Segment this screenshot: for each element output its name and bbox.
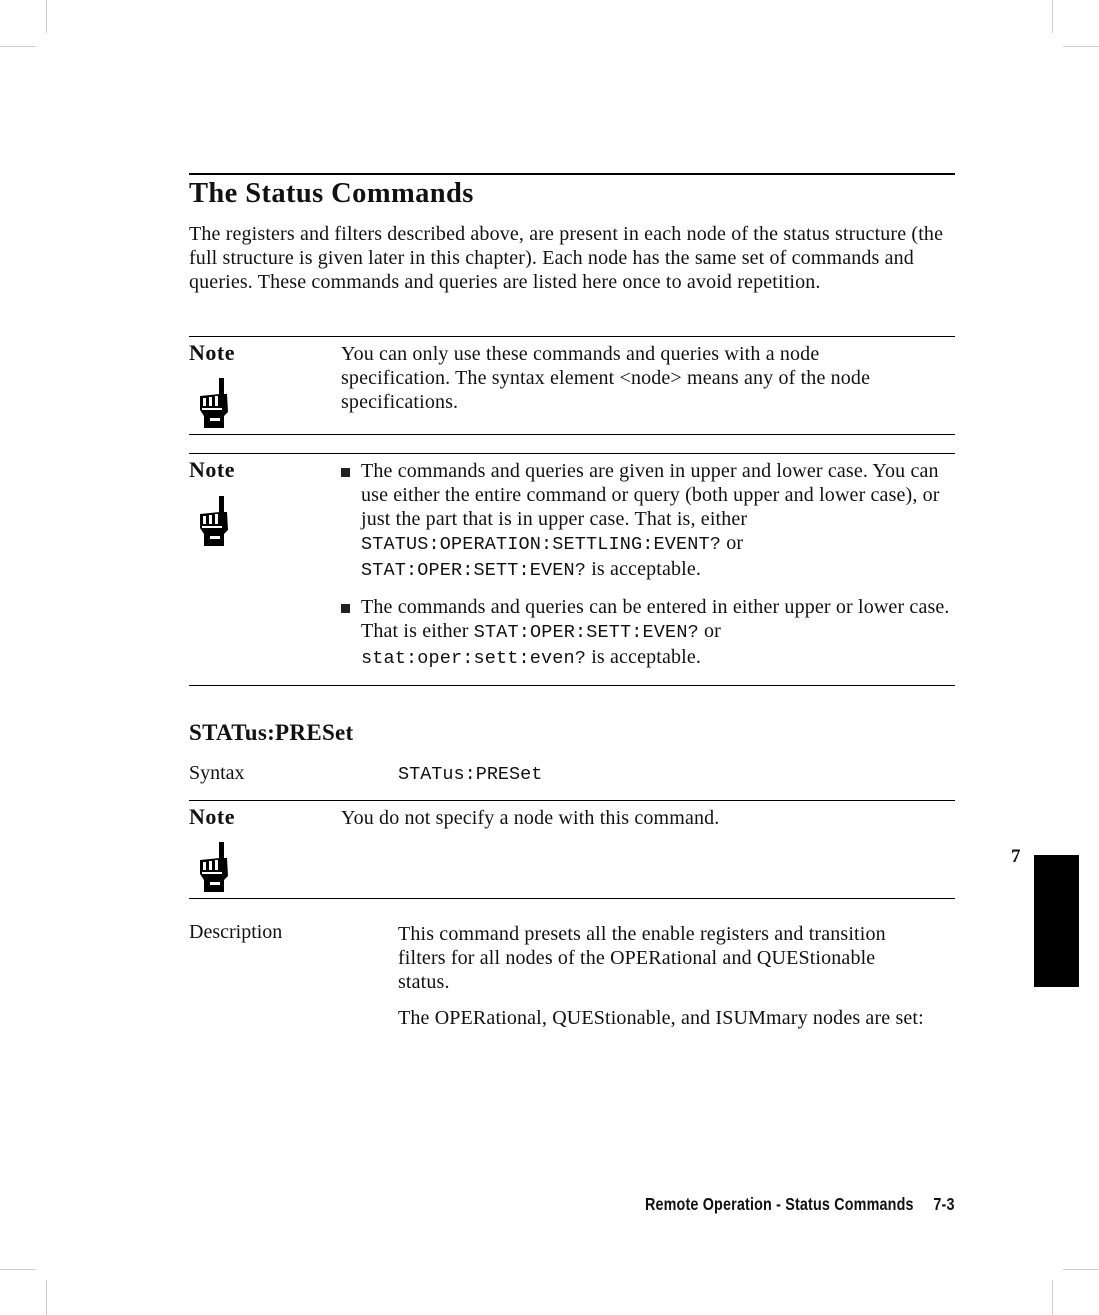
pointing-hand-icon [196,494,232,546]
syntax-value: STATus:PRESet [398,764,543,785]
note-label: Note [189,804,235,829]
code-example: STAT:OPER:SETT:EVEN? [473,622,699,643]
code-example: STAT:OPER:SETT:EVEN? [361,560,587,581]
page-footer [645,1194,955,1215]
intro-paragraph: The registers and filters described above, are present in each node of the status structure (the full structure is given later in this chapter). Each node has the same set of commands and queries. These commands and queries are listed here once to avoid repetition. [189,223,944,293]
chapter-tab-number: 7 [1011,846,1021,867]
description-paragraph: This command presets all the enable registers and transition filters for all nodes of the OPERational and QUEStionable status. [398,923,886,993]
code-example: STATUS:OPERATION:SETTLING:EVENT? [361,534,722,555]
crop-mark [0,46,36,47]
section-rule [189,173,955,175]
note-bottom-rule [189,434,955,435]
section-title: The Status Commands [189,178,474,209]
bullet-text: is acceptable. [586,558,702,580]
bullet-text: The commands and queries can be entered in either upper or lower case. That is either [361,596,950,642]
list-item [341,459,951,583]
crop-mark [1052,0,1053,33]
description-label: Description [189,921,283,943]
note-bullet-list [341,459,951,671]
bullet-square-icon [341,468,350,477]
code-example: stat:oper:sett:even? [361,648,587,669]
crop-mark [46,0,47,33]
bullet-text: The commands and queries are given in upper and lower case. You can use either the entire command or query (both upper and lower case), or just the part that is in upper case. That is, either [361,460,940,530]
pointing-hand-icon [196,376,232,428]
note-top-rule [189,453,955,454]
crop-mark [1052,1280,1053,1315]
page-number: 7-3 [933,1194,955,1214]
note-top-rule [189,336,955,337]
note-text: You can only use these commands and queries with a node specification. The syntax element <node> means any of the node specifications. [341,343,871,413]
note-top-rule [189,800,955,801]
syntax-label: Syntax [189,762,245,784]
crop-mark [1063,1269,1099,1270]
bullet-square-icon [341,604,350,613]
crop-mark [1063,46,1099,47]
crop-mark [0,1269,36,1270]
note-text: You do not specify a node with this command. [341,807,720,829]
list-item [341,595,951,671]
bullet-text: is acceptable. [586,646,702,668]
description-paragraph: The OPERational, QUEStionable, and ISUMmary nodes are set: [398,1007,924,1029]
note-bottom-rule [189,685,955,686]
note-label: Note [189,457,235,482]
command-heading: STATus:PRESet [189,720,354,745]
bullet-text: or [721,532,744,554]
bullet-text: or [698,620,721,642]
note-label: Note [189,340,235,365]
crop-mark [46,1280,47,1315]
note-bottom-rule [189,898,955,899]
chapter-tab [1034,855,1079,987]
footer-title: Remote Operation - Status Commands [645,1194,915,1214]
pointing-hand-icon [196,840,232,892]
